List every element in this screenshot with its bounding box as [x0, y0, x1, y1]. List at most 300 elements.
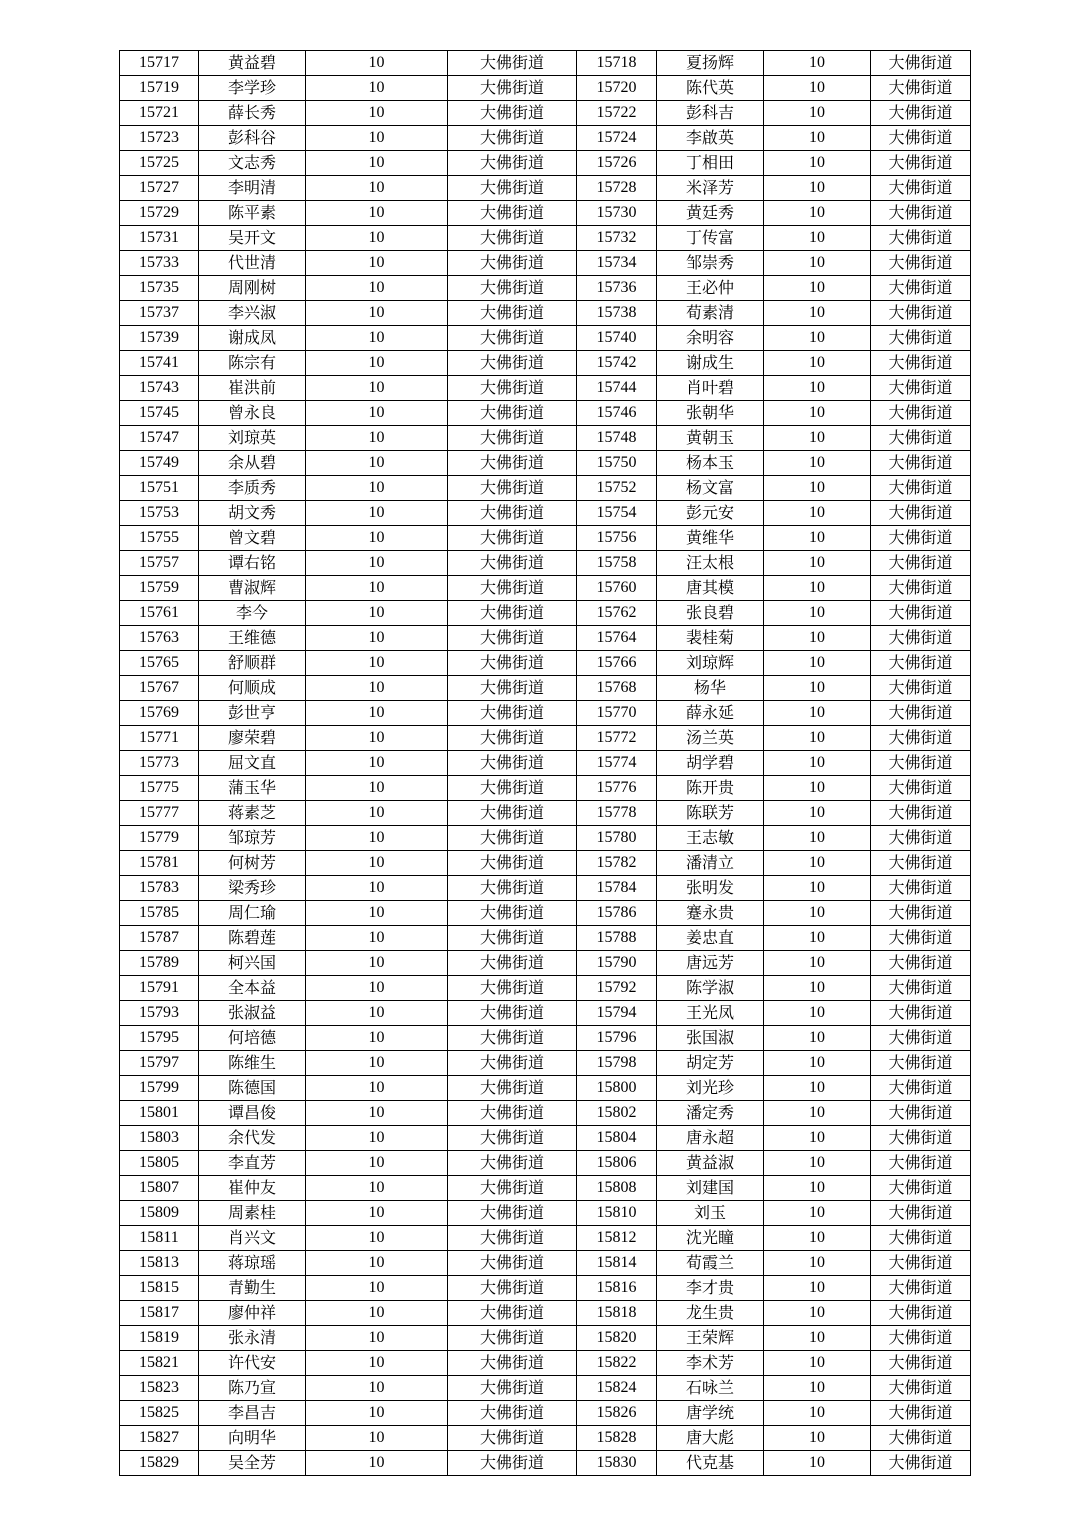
cell-resident-name: 黄朝玉: [657, 426, 764, 451]
cell-resident-name: 李学珍: [199, 76, 306, 101]
cell-resident-name: 何树芳: [199, 851, 306, 876]
cell-amount: 10: [306, 1101, 448, 1126]
cell-record-id: 15746: [577, 401, 657, 426]
cell-amount: 10: [306, 601, 448, 626]
table-row: [120, 726, 971, 751]
cell-resident-name: 何培德: [199, 1026, 306, 1051]
cell-record-id: 15829: [120, 1451, 199, 1476]
cell-record-id: 15758: [577, 551, 657, 576]
cell-subdistrict: 大佛街道: [871, 901, 971, 926]
cell-record-id: 15823: [120, 1376, 199, 1401]
cell-record-id: 15792: [577, 976, 657, 1001]
cell-record-id: 15760: [577, 576, 657, 601]
cell-amount: 10: [306, 651, 448, 676]
cell-amount: 10: [764, 1076, 871, 1101]
cell-subdistrict: 大佛街道: [448, 676, 577, 701]
cell-amount: 10: [764, 1426, 871, 1451]
cell-amount: 10: [764, 326, 871, 351]
cell-subdistrict: 大佛街道: [448, 826, 577, 851]
cell-subdistrict: 大佛街道: [448, 1126, 577, 1151]
cell-subdistrict: 大佛街道: [448, 1326, 577, 1351]
cell-resident-name: 王志敏: [657, 826, 764, 851]
cell-subdistrict: 大佛街道: [871, 1051, 971, 1076]
cell-resident-name: 黄益碧: [199, 51, 306, 76]
cell-record-id: 15764: [577, 626, 657, 651]
cell-resident-name: 陈宗有: [199, 351, 306, 376]
table-row: [120, 901, 971, 926]
cell-record-id: 15828: [577, 1426, 657, 1451]
cell-record-id: 15756: [577, 526, 657, 551]
cell-resident-name: 黄维华: [657, 526, 764, 551]
cell-amount: 10: [764, 1176, 871, 1201]
cell-amount: 10: [764, 1251, 871, 1276]
cell-subdistrict: 大佛街道: [448, 1376, 577, 1401]
table-row: [120, 1426, 971, 1451]
table-row: [120, 801, 971, 826]
table-row: [120, 1151, 971, 1176]
cell-record-id: 15824: [577, 1376, 657, 1401]
cell-amount: 10: [306, 126, 448, 151]
cell-amount: 10: [764, 126, 871, 151]
table-row: [120, 701, 971, 726]
cell-record-id: 15808: [577, 1176, 657, 1201]
cell-record-id: 15763: [120, 626, 199, 651]
cell-record-id: 15761: [120, 601, 199, 626]
cell-resident-name: 唐永超: [657, 1126, 764, 1151]
table-row: [120, 51, 971, 76]
cell-record-id: 15802: [577, 1101, 657, 1126]
table-row: [120, 651, 971, 676]
cell-subdistrict: 大佛街道: [448, 1351, 577, 1376]
cell-record-id: 15796: [577, 1026, 657, 1051]
cell-amount: 10: [764, 1301, 871, 1326]
cell-amount: 10: [764, 801, 871, 826]
cell-resident-name: 余明容: [657, 326, 764, 351]
cell-resident-name: 刘玉: [657, 1201, 764, 1226]
cell-subdistrict: 大佛街道: [448, 251, 577, 276]
cell-record-id: 15720: [577, 76, 657, 101]
cell-record-id: 15826: [577, 1401, 657, 1426]
cell-subdistrict: 大佛街道: [448, 1026, 577, 1051]
cell-record-id: 15780: [577, 826, 657, 851]
cell-amount: 10: [306, 826, 448, 851]
cell-resident-name: 张永清: [199, 1326, 306, 1351]
table-row: [120, 301, 971, 326]
table-row: [120, 401, 971, 426]
cell-resident-name: 姜忠直: [657, 926, 764, 951]
cell-resident-name: 邹崇秀: [657, 251, 764, 276]
cell-subdistrict: 大佛街道: [871, 751, 971, 776]
cell-subdistrict: 大佛街道: [871, 776, 971, 801]
cell-amount: 10: [764, 76, 871, 101]
cell-amount: 10: [764, 601, 871, 626]
cell-amount: 10: [306, 176, 448, 201]
cell-record-id: 15799: [120, 1076, 199, 1101]
cell-record-id: 15742: [577, 351, 657, 376]
cell-amount: 10: [306, 1001, 448, 1026]
cell-amount: 10: [764, 1401, 871, 1426]
cell-record-id: 15727: [120, 176, 199, 201]
cell-record-id: 15787: [120, 926, 199, 951]
table-row: [120, 1176, 971, 1201]
cell-subdistrict: 大佛街道: [448, 651, 577, 676]
cell-amount: 10: [764, 1051, 871, 1076]
cell-subdistrict: 大佛街道: [871, 1001, 971, 1026]
cell-record-id: 15821: [120, 1351, 199, 1376]
cell-amount: 10: [306, 926, 448, 951]
cell-amount: 10: [764, 501, 871, 526]
cell-subdistrict: 大佛街道: [871, 1026, 971, 1051]
cell-resident-name: 文志秀: [199, 151, 306, 176]
cell-subdistrict: 大佛街道: [871, 801, 971, 826]
cell-subdistrict: 大佛街道: [871, 126, 971, 151]
cell-subdistrict: 大佛街道: [448, 601, 577, 626]
cell-resident-name: 谭昌俊: [199, 1101, 306, 1126]
cell-subdistrict: 大佛街道: [871, 926, 971, 951]
cell-amount: 10: [306, 851, 448, 876]
cell-resident-name: 杨华: [657, 676, 764, 701]
table-row: [120, 1026, 971, 1051]
table-row: [120, 1401, 971, 1426]
cell-amount: 10: [764, 751, 871, 776]
cell-resident-name: 柯兴国: [199, 951, 306, 976]
cell-record-id: 15721: [120, 101, 199, 126]
table-row: [120, 451, 971, 476]
cell-subdistrict: 大佛街道: [871, 1376, 971, 1401]
cell-subdistrict: 大佛街道: [871, 1276, 971, 1301]
cell-resident-name: 汤兰英: [657, 726, 764, 751]
cell-resident-name: 何顺成: [199, 676, 306, 701]
cell-resident-name: 谢成生: [657, 351, 764, 376]
cell-subdistrict: 大佛街道: [871, 451, 971, 476]
cell-resident-name: 陈平素: [199, 201, 306, 226]
cell-amount: 10: [764, 401, 871, 426]
cell-subdistrict: 大佛街道: [871, 226, 971, 251]
cell-resident-name: 龙生贵: [657, 1301, 764, 1326]
cell-resident-name: 向明华: [199, 1426, 306, 1451]
cell-record-id: 15814: [577, 1251, 657, 1276]
cell-record-id: 15804: [577, 1126, 657, 1151]
cell-subdistrict: 大佛街道: [871, 651, 971, 676]
cell-resident-name: 黄益淑: [657, 1151, 764, 1176]
cell-record-id: 15778: [577, 801, 657, 826]
cell-subdistrict: 大佛街道: [448, 76, 577, 101]
cell-record-id: 15765: [120, 651, 199, 676]
cell-subdistrict: 大佛街道: [871, 1326, 971, 1351]
cell-resident-name: 李兴淑: [199, 301, 306, 326]
cell-resident-name: 李啟英: [657, 126, 764, 151]
cell-record-id: 15770: [577, 701, 657, 726]
cell-amount: 10: [306, 76, 448, 101]
cell-resident-name: 陈学淑: [657, 976, 764, 1001]
cell-subdistrict: 大佛街道: [871, 676, 971, 701]
cell-resident-name: 黄廷秀: [657, 201, 764, 226]
cell-amount: 10: [306, 1151, 448, 1176]
cell-subdistrict: 大佛街道: [448, 1251, 577, 1276]
cell-amount: 10: [764, 551, 871, 576]
cell-subdistrict: 大佛街道: [871, 1101, 971, 1126]
cell-record-id: 15769: [120, 701, 199, 726]
cell-resident-name: 张淑益: [199, 1001, 306, 1026]
cell-record-id: 15740: [577, 326, 657, 351]
cell-subdistrict: 大佛街道: [448, 951, 577, 976]
cell-subdistrict: 大佛街道: [871, 1176, 971, 1201]
cell-subdistrict: 大佛街道: [448, 1451, 577, 1476]
cell-subdistrict: 大佛街道: [448, 551, 577, 576]
cell-amount: 10: [306, 576, 448, 601]
cell-resident-name: 李今: [199, 601, 306, 626]
table-row: [120, 276, 971, 301]
cell-subdistrict: 大佛街道: [871, 551, 971, 576]
table-row: [120, 601, 971, 626]
table-row: [120, 1201, 971, 1226]
table-row: [120, 526, 971, 551]
cell-amount: 10: [764, 951, 871, 976]
cell-amount: 10: [764, 1451, 871, 1476]
cell-amount: 10: [306, 551, 448, 576]
cell-record-id: 15827: [120, 1426, 199, 1451]
cell-subdistrict: 大佛街道: [871, 176, 971, 201]
cell-amount: 10: [764, 1126, 871, 1151]
cell-subdistrict: 大佛街道: [448, 526, 577, 551]
cell-amount: 10: [306, 1351, 448, 1376]
cell-amount: 10: [306, 1301, 448, 1326]
cell-resident-name: 廖荣碧: [199, 726, 306, 751]
cell-amount: 10: [306, 1401, 448, 1426]
cell-subdistrict: 大佛街道: [448, 751, 577, 776]
cell-amount: 10: [764, 226, 871, 251]
table-row: [120, 551, 971, 576]
cell-resident-name: 廖仲祥: [199, 1301, 306, 1326]
cell-record-id: 15717: [120, 51, 199, 76]
cell-subdistrict: 大佛街道: [448, 476, 577, 501]
cell-resident-name: 杨本玉: [657, 451, 764, 476]
cell-resident-name: 蒋琼瑶: [199, 1251, 306, 1276]
cell-amount: 10: [764, 151, 871, 176]
cell-amount: 10: [306, 951, 448, 976]
cell-amount: 10: [764, 876, 871, 901]
cell-resident-name: 李术芳: [657, 1351, 764, 1376]
cell-resident-name: 潘清立: [657, 851, 764, 876]
cell-amount: 10: [764, 376, 871, 401]
table-row: [120, 926, 971, 951]
cell-amount: 10: [306, 876, 448, 901]
cell-record-id: 15750: [577, 451, 657, 476]
cell-subdistrict: 大佛街道: [871, 1351, 971, 1376]
cell-record-id: 15793: [120, 1001, 199, 1026]
cell-record-id: 15748: [577, 426, 657, 451]
cell-subdistrict: 大佛街道: [871, 876, 971, 901]
cell-amount: 10: [306, 376, 448, 401]
table-row: [120, 626, 971, 651]
cell-resident-name: 肖叶碧: [657, 376, 764, 401]
cell-subdistrict: 大佛街道: [448, 51, 577, 76]
cell-resident-name: 刘光珍: [657, 1076, 764, 1101]
cell-record-id: 15775: [120, 776, 199, 801]
cell-amount: 10: [306, 901, 448, 926]
cell-record-id: 15749: [120, 451, 199, 476]
cell-subdistrict: 大佛街道: [448, 226, 577, 251]
table-row: [120, 851, 971, 876]
cell-record-id: 15784: [577, 876, 657, 901]
table-row: [120, 951, 971, 976]
cell-resident-name: 曾文碧: [199, 526, 306, 551]
cell-amount: 10: [764, 101, 871, 126]
cell-amount: 10: [764, 701, 871, 726]
cell-amount: 10: [764, 576, 871, 601]
cell-subdistrict: 大佛街道: [871, 1451, 971, 1476]
cell-record-id: 15812: [577, 1226, 657, 1251]
table-row: [120, 776, 971, 801]
cell-record-id: 15751: [120, 476, 199, 501]
table-row: [120, 501, 971, 526]
cell-subdistrict: 大佛街道: [871, 426, 971, 451]
cell-resident-name: 胡定芳: [657, 1051, 764, 1076]
cell-subdistrict: 大佛街道: [448, 976, 577, 1001]
cell-record-id: 15754: [577, 501, 657, 526]
cell-resident-name: 唐远芳: [657, 951, 764, 976]
table-row: [120, 826, 971, 851]
table-row: [120, 1301, 971, 1326]
cell-amount: 10: [764, 901, 871, 926]
cell-subdistrict: 大佛街道: [448, 801, 577, 826]
cell-subdistrict: 大佛街道: [871, 1151, 971, 1176]
cell-resident-name: 唐大彪: [657, 1426, 764, 1451]
cell-resident-name: 夏扬辉: [657, 51, 764, 76]
cell-record-id: 15801: [120, 1101, 199, 1126]
table-row: [120, 576, 971, 601]
cell-resident-name: 谢成凤: [199, 326, 306, 351]
cell-resident-name: 王荣辉: [657, 1326, 764, 1351]
cell-resident-name: 石咏兰: [657, 1376, 764, 1401]
cell-subdistrict: 大佛街道: [448, 426, 577, 451]
cell-amount: 10: [764, 651, 871, 676]
table-row: [120, 1101, 971, 1126]
cell-record-id: 15771: [120, 726, 199, 751]
cell-record-id: 15791: [120, 976, 199, 1001]
cell-amount: 10: [764, 1226, 871, 1251]
cell-resident-name: 薛长秀: [199, 101, 306, 126]
cell-amount: 10: [764, 1201, 871, 1226]
cell-record-id: 15744: [577, 376, 657, 401]
cell-record-id: 15817: [120, 1301, 199, 1326]
cell-amount: 10: [306, 626, 448, 651]
cell-amount: 10: [764, 451, 871, 476]
table-row: [120, 1351, 971, 1376]
table-row: [120, 1001, 971, 1026]
cell-record-id: 15803: [120, 1126, 199, 1151]
cell-subdistrict: 大佛街道: [871, 101, 971, 126]
cell-subdistrict: 大佛街道: [871, 1401, 971, 1426]
cell-subdistrict: 大佛街道: [871, 1126, 971, 1151]
cell-resident-name: 谭右铭: [199, 551, 306, 576]
cell-record-id: 15766: [577, 651, 657, 676]
cell-record-id: 15782: [577, 851, 657, 876]
cell-resident-name: 陈代英: [657, 76, 764, 101]
cell-amount: 10: [306, 801, 448, 826]
cell-resident-name: 陈乃宣: [199, 1376, 306, 1401]
cell-subdistrict: 大佛街道: [448, 1301, 577, 1326]
cell-subdistrict: 大佛街道: [448, 351, 577, 376]
cell-subdistrict: 大佛街道: [871, 601, 971, 626]
cell-resident-name: 丁传富: [657, 226, 764, 251]
cell-subdistrict: 大佛街道: [871, 1226, 971, 1251]
table-row: [120, 1276, 971, 1301]
cell-subdistrict: 大佛街道: [448, 176, 577, 201]
cell-resident-name: 陈碧莲: [199, 926, 306, 951]
cell-amount: 10: [306, 301, 448, 326]
table-row: [120, 101, 971, 126]
cell-amount: 10: [764, 1026, 871, 1051]
cell-subdistrict: 大佛街道: [871, 851, 971, 876]
cell-resident-name: 全本益: [199, 976, 306, 1001]
cell-subdistrict: 大佛街道: [871, 1201, 971, 1226]
cell-amount: 10: [764, 426, 871, 451]
cell-record-id: 15806: [577, 1151, 657, 1176]
cell-amount: 10: [306, 1376, 448, 1401]
cell-resident-name: 吴开文: [199, 226, 306, 251]
cell-record-id: 15776: [577, 776, 657, 801]
table-row: [120, 751, 971, 776]
cell-amount: 10: [306, 476, 448, 501]
cell-record-id: 15772: [577, 726, 657, 751]
cell-resident-name: 裴桂菊: [657, 626, 764, 651]
cell-subdistrict: 大佛街道: [871, 951, 971, 976]
cell-subdistrict: 大佛街道: [871, 1301, 971, 1326]
cell-subdistrict: 大佛街道: [448, 1426, 577, 1451]
cell-resident-name: 沈光瞳: [657, 1226, 764, 1251]
cell-record-id: 15781: [120, 851, 199, 876]
cell-amount: 10: [764, 1101, 871, 1126]
cell-resident-name: 荀霞兰: [657, 1251, 764, 1276]
cell-subdistrict: 大佛街道: [871, 1251, 971, 1276]
cell-record-id: 15739: [120, 326, 199, 351]
table-row: [120, 1126, 971, 1151]
table-row: [120, 1076, 971, 1101]
cell-resident-name: 彭科吉: [657, 101, 764, 126]
cell-record-id: 15797: [120, 1051, 199, 1076]
cell-subdistrict: 大佛街道: [448, 776, 577, 801]
cell-amount: 10: [306, 101, 448, 126]
cell-record-id: 15811: [120, 1226, 199, 1251]
cell-resident-name: 周素桂: [199, 1201, 306, 1226]
cell-record-id: 15724: [577, 126, 657, 151]
cell-subdistrict: 大佛街道: [448, 1226, 577, 1251]
cell-amount: 10: [764, 276, 871, 301]
cell-amount: 10: [306, 701, 448, 726]
cell-amount: 10: [306, 1451, 448, 1476]
roster-table: [119, 50, 971, 1476]
cell-resident-name: 蒲玉华: [199, 776, 306, 801]
cell-record-id: 15789: [120, 951, 199, 976]
table-row: [120, 1376, 971, 1401]
cell-amount: 10: [306, 451, 448, 476]
cell-resident-name: 米泽芳: [657, 176, 764, 201]
cell-resident-name: 陈德国: [199, 1076, 306, 1101]
cell-record-id: 15816: [577, 1276, 657, 1301]
cell-amount: 10: [764, 726, 871, 751]
cell-record-id: 15743: [120, 376, 199, 401]
cell-resident-name: 荀素清: [657, 301, 764, 326]
cell-amount: 10: [306, 1426, 448, 1451]
cell-amount: 10: [306, 201, 448, 226]
cell-resident-name: 李质秀: [199, 476, 306, 501]
cell-subdistrict: 大佛街道: [871, 201, 971, 226]
cell-record-id: 15767: [120, 676, 199, 701]
table-row: [120, 1251, 971, 1276]
cell-subdistrict: 大佛街道: [448, 276, 577, 301]
cell-record-id: 15729: [120, 201, 199, 226]
